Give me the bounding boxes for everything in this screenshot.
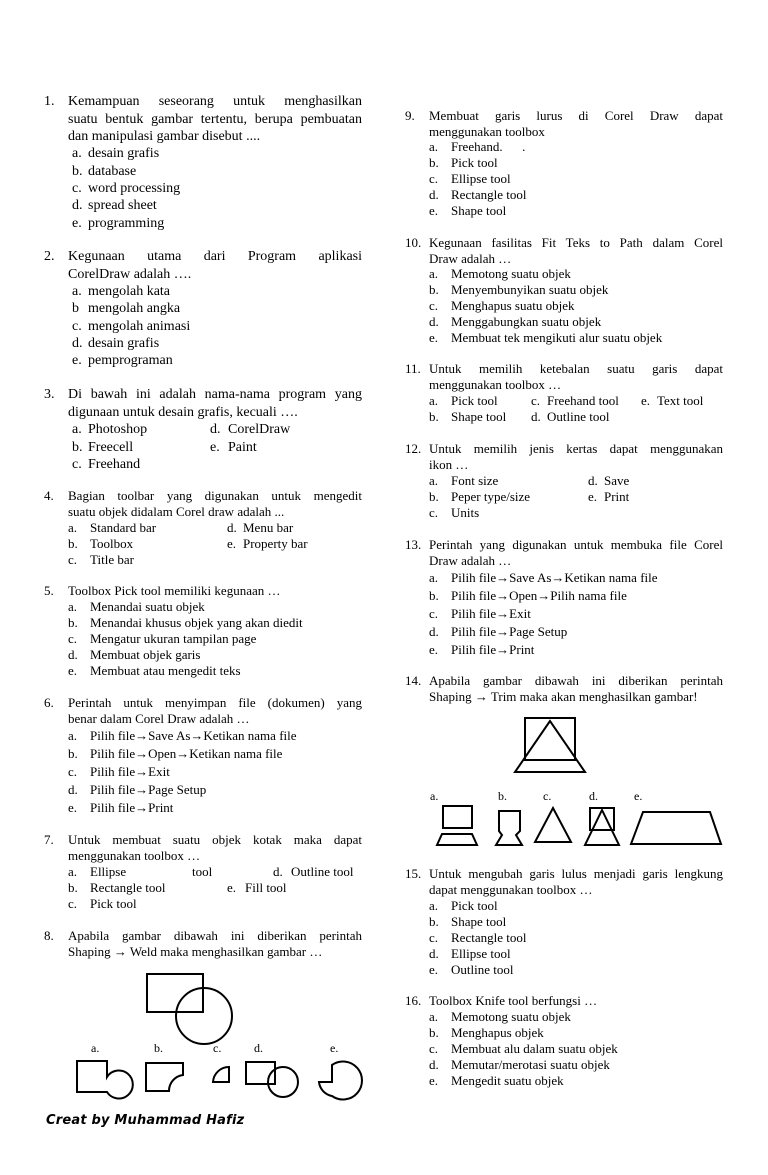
question-number: 7. xyxy=(44,832,54,847)
question-stem-line: Toolbox Knife tool berfungsi … xyxy=(429,993,598,1008)
question-stem-line: menggunakan toolbox … xyxy=(429,377,562,392)
question-stem-line: Kemampuan seseorang untuk menghasilkan xyxy=(68,94,362,109)
question-stem-line: CorelDraw adalah …. xyxy=(68,266,192,282)
question-stem-line: suatu bentuk gambar tertentu, berupa pembuatan xyxy=(68,111,362,127)
answer-label: e. xyxy=(330,1041,339,1055)
question-stem-line: Perintah yang digunakan untuk membuka file Corel xyxy=(429,537,723,552)
answer-e-shape xyxy=(631,812,721,844)
answer-label: a. xyxy=(430,789,439,803)
question-number: 2. xyxy=(44,249,55,264)
answer-label: d. xyxy=(254,1041,263,1055)
question-stem-line: Untuk mengubah garis lulus menjadi garis lengkung xyxy=(429,866,723,881)
question-number: 10. xyxy=(405,235,422,250)
question-number: 11. xyxy=(405,361,421,376)
question-stem-line: Kegunaan fasilitas Fit Teks to Path dalam Corel xyxy=(429,235,723,250)
question-stem-line: Perintah untuk menyimpan file (dokumen) yang xyxy=(68,695,362,710)
question-stem-line: Shaping → Trim maka akan menghasilkan gambar! xyxy=(429,689,698,704)
question-stem-line: Membuat garis lurus di Corel Draw dapat xyxy=(429,108,723,123)
trim-square-shape xyxy=(525,718,575,760)
question-stem-line: benar dalam Corel Draw adalah … xyxy=(68,711,250,726)
question-stem-line: Toolbox Pick tool memiliki kegunaan … xyxy=(68,583,281,598)
question-stem-line: Untuk membuat suatu objek kotak maka dapat xyxy=(68,832,362,847)
answer-label: e. xyxy=(634,789,643,803)
question-stem-line: Draw adalah … xyxy=(429,251,512,266)
question-stem-line: Draw adalah … xyxy=(429,553,512,568)
question-number: 15. xyxy=(405,866,422,881)
question-stem-line: Bagian toolbar yang digunakan untuk mengedit xyxy=(68,488,362,503)
question-stem-line: ikon … xyxy=(429,457,469,472)
question-number: 6. xyxy=(44,695,54,710)
answer-a-rect xyxy=(443,806,472,828)
question-stem-line: suatu objek didalam Corel draw adalah ... xyxy=(68,504,285,519)
question-stem-line: Shaping → Weld maka menghasilkan gambar … xyxy=(68,944,323,959)
question-number: 8. xyxy=(44,928,54,943)
answer-b-shape xyxy=(496,811,522,845)
question-stem-line: Untuk memilih ketebalan suatu garis dapat xyxy=(429,361,723,376)
question-stem-line: menggunakan toolbox xyxy=(429,124,545,139)
question-number: 9. xyxy=(405,108,415,123)
question-number: 13. xyxy=(405,537,422,552)
question-number: 5. xyxy=(44,583,54,598)
question-number: 12. xyxy=(405,441,422,456)
answer-label: c. xyxy=(543,789,552,803)
question-stem-line: Apabila gambar dibawah ini diberikan perintah xyxy=(68,928,362,943)
footer-credit: Creat by Muhammad Hafiz xyxy=(46,1113,245,1128)
question-stem-line: dan manipulasi gambar disebut .... xyxy=(68,129,261,144)
question-number: 14. xyxy=(405,673,422,688)
question-stem-line: dapat menggunakan toolbox … xyxy=(429,882,593,897)
answer-label: c. xyxy=(213,1041,222,1055)
question-stem-line: digunaan untuk desain grafis, kecuali …. xyxy=(68,404,298,420)
question-stem-line: menggunakan toolbox … xyxy=(68,848,201,863)
answer-label: b. xyxy=(498,789,507,803)
answer-a-trapezoid xyxy=(437,834,477,845)
question-stem-line: Di bawah ini adalah nama-nama program yang xyxy=(68,387,362,402)
answer-label: b. xyxy=(154,1041,163,1055)
question-number: 1. xyxy=(44,94,55,109)
question-stem-line: Apabila gambar dibawah ini diberikan perintah xyxy=(429,673,723,688)
question-number: 4. xyxy=(44,488,54,503)
answer-label: d. xyxy=(589,789,598,803)
question-number: 16. xyxy=(405,993,422,1008)
answer-label: a. xyxy=(91,1041,100,1055)
question-number: 3. xyxy=(44,387,55,402)
answer-c-shape xyxy=(535,808,571,842)
question-stem-line: Untuk memilih jenis kertas dapat menggunakan xyxy=(429,441,723,456)
question-stem-line: Kegunaan utama dari Program aplikasi xyxy=(68,249,362,264)
